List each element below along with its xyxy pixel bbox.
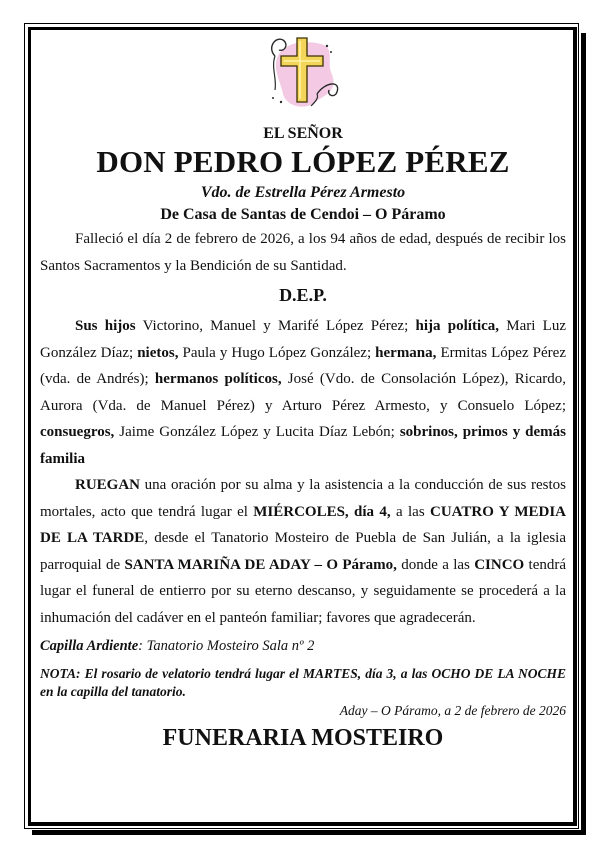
family-members: José (Vdo. de Consolación López), Ricardo, Aurora (Vda. de Manuel Pérez) y Arturo Pérez Armesto, y Consuelo López; bbox=[40, 371, 566, 414]
family-role: hermana, bbox=[375, 344, 437, 361]
request-text: una oración por su alma y la asistencia a la conducción de sus restos mortales, acto que tendrá lugar el bbox=[40, 477, 566, 520]
request-emphasis: RUEGAN bbox=[75, 477, 141, 493]
request-emphasis: CUATRO Y MEDIA DE LA TARDE bbox=[40, 503, 566, 546]
family-role: hija política, bbox=[415, 318, 500, 334]
request-text: tendrá lugar el funeral de entierro por su eterno descanso, y seguidamente se procederá a la inhumación del cadáver en el panteón familiar; favores que agradecerán. bbox=[40, 556, 567, 626]
family-role: nietos, bbox=[137, 344, 179, 361]
request-emphasis: MIÉRCOLES, día 4, bbox=[253, 503, 391, 520]
family-members: Mari Luz González Díaz; bbox=[40, 318, 566, 361]
origin: De Casa de Santas de Cendoi – O Páramo bbox=[160, 206, 446, 223]
death-notice: Falleció el día 2 de febrero de 2026, a los 94 años de edad, después de recibir los Santos Sacramentos y la Bendición de su Santidad. bbox=[40, 231, 566, 274]
cross-image bbox=[40, 32, 566, 120]
obituary-content bbox=[40, 30, 566, 753]
funeral-request bbox=[40, 472, 566, 631]
family-role: hermanos políticos, bbox=[154, 371, 282, 387]
intro-title: EL SEÑOR bbox=[263, 125, 343, 142]
border-shadow-bottom bbox=[32, 830, 586, 835]
dateline: Aday – O Páramo, a 2 de febrero de 2026 bbox=[339, 703, 566, 718]
family-role: sobrinos, primos y demás familia bbox=[40, 424, 566, 467]
rip-label: D.E.P. bbox=[279, 285, 327, 305]
funeral-home: FUNERARIA MOSTEIRO bbox=[162, 725, 444, 751]
family-list bbox=[40, 313, 566, 472]
family-members: Victorino, Manuel y Marifé López Pérez; bbox=[135, 318, 416, 334]
request-emphasis: CINCO bbox=[474, 556, 525, 573]
deceased-name: DON PEDRO LÓPEZ PÉREZ bbox=[96, 144, 510, 179]
chapel-value: : Tanatorio Mosteiro Sala nº 2 bbox=[138, 638, 315, 654]
family-members: Ermitas López Pérez (vda. de Andrés); bbox=[40, 344, 566, 387]
chapel-info bbox=[40, 635, 566, 657]
request-text: donde a las bbox=[396, 556, 475, 573]
family-members: Paula y Hugo López González; bbox=[178, 344, 376, 361]
widower-of: Vdo. de Estrella Pérez Armesto bbox=[200, 184, 406, 201]
cross-icon bbox=[261, 32, 345, 112]
border-shadow-right bbox=[581, 33, 586, 835]
chapel-label: Capilla Ardiente bbox=[40, 638, 139, 654]
family-members: Jaime González López y Lucita Díaz Lebón; bbox=[114, 424, 400, 440]
request-text: , desde el Tanatorio Mosteiro de Puebla de San Julián, a la iglesia parroquial de bbox=[40, 530, 566, 573]
rosary-note: NOTA: El rosario de velatorio tendrá lugar el MARTES, día 3, a las OCHO DE LA NOCHE en la capilla del tanatorio. bbox=[40, 666, 566, 699]
request-text: a las bbox=[390, 503, 431, 520]
family-role: Sus hijos bbox=[75, 318, 136, 334]
family-role: consuegros, bbox=[40, 424, 115, 440]
request-emphasis: SANTA MARIÑA DE ADAY – O Páramo, bbox=[124, 556, 397, 573]
